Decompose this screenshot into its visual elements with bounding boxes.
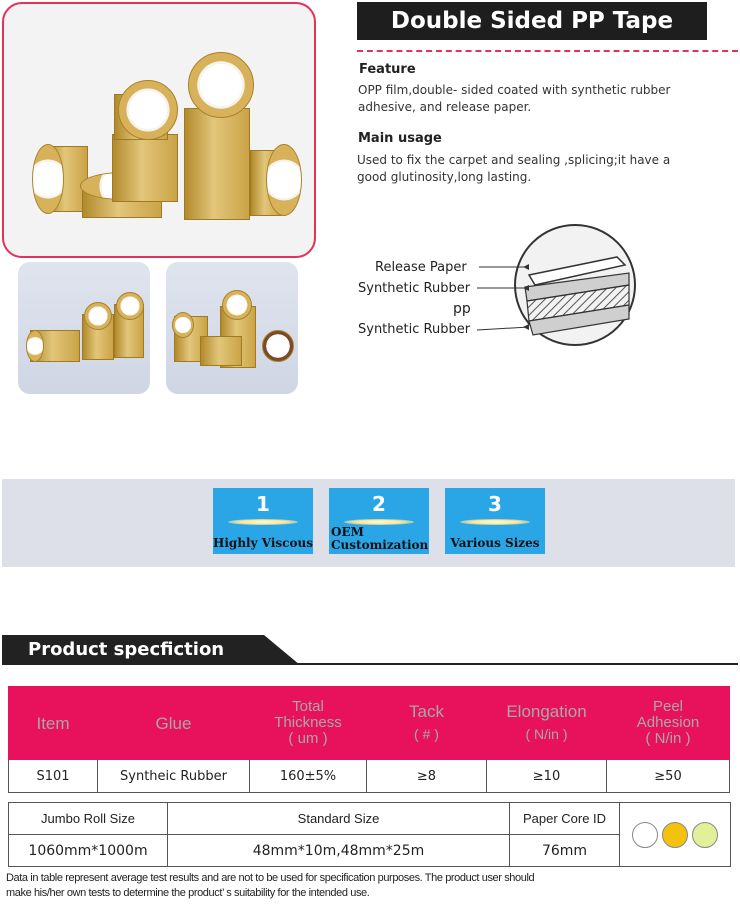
diagram-label-synthetic-rubber-top: Synthetic Rubber (358, 281, 471, 296)
cell-glue: Syntheic Rubber (98, 760, 250, 793)
tape-roll-image (116, 292, 144, 320)
spec-table (8, 686, 730, 793)
disclaimer-line: Data in table represent average test results and are not to be used for specification purposes. The product user should (6, 872, 535, 884)
header-text: Tack (409, 702, 444, 721)
size-table-header-row (9, 803, 731, 835)
col-header-standard-size: Standard Size (168, 803, 510, 835)
tape-roll-image (184, 108, 250, 220)
header-text: Item (36, 713, 70, 733)
col-header-elongation (487, 687, 607, 760)
feature-heading: Feature (359, 62, 416, 77)
table-row (9, 760, 730, 793)
tape-roll-image (26, 330, 44, 362)
feature-number: 3 (488, 492, 502, 516)
tape-roll-image (222, 290, 252, 320)
usage-heading: Main usage (358, 131, 442, 146)
feature-label: OEM Customization (331, 525, 429, 552)
glow-decoration (228, 519, 298, 525)
cell-elongation: ≥10 (487, 760, 607, 793)
header-text: Adhesion (636, 714, 700, 731)
col-header-tack (367, 687, 487, 760)
header-text: Total (292, 698, 324, 715)
col-header-jumbo-roll: Jumbo Roll Size (9, 803, 168, 835)
header-text: Peel (652, 698, 684, 715)
col-header-peel-adhesion (607, 687, 730, 760)
glow-decoration (460, 519, 530, 525)
feature-label: Various Sizes (450, 536, 540, 550)
feature-label: Highly Viscous (213, 536, 313, 550)
tape-roll-image (262, 330, 294, 362)
layer-diagram (357, 215, 637, 365)
header-text: Thickness (274, 714, 342, 731)
col-header-item (9, 687, 98, 760)
spec-title: Product specfiction (28, 639, 225, 660)
tape-roll-image (32, 144, 64, 214)
color-swatch-white[interactable] (632, 822, 658, 848)
tape-roll-image (266, 144, 302, 216)
header-text: ( N/in ) (525, 726, 568, 742)
feature-box-oem-customization[interactable] (329, 488, 429, 554)
cell-jumbo-roll: 1060mm*1000m (9, 835, 168, 867)
header-text: ( um ) (288, 730, 328, 747)
tape-roll-image (84, 302, 112, 330)
header-text: Glue (155, 713, 192, 733)
cell-item: S101 (9, 760, 98, 793)
usage-text: Used to fix the carpet and sealing ,splicing;it have a good glutinosity,long lasting. (357, 153, 671, 184)
col-header-paper-core: Paper Core ID (510, 803, 620, 835)
tape-roll-image (112, 134, 178, 202)
feature-text: OPP film,double- sided coated with synthetic rubber adhesive, and release paper. (358, 83, 671, 114)
color-swatch-pale-green[interactable] (692, 822, 718, 848)
disclaimer-line: make his/her own tests to determine the product’ s suitability for the intended use. (6, 887, 370, 899)
product-thumbnail-1[interactable] (18, 262, 150, 394)
feature-box-various-sizes[interactable] (445, 488, 545, 554)
cell-standard-size: 48mm*10m,48mm*25m (168, 835, 510, 867)
spec-table-header-row (9, 687, 730, 760)
core-color-swatches (620, 803, 731, 867)
feature-box-highly-viscous[interactable] (213, 488, 313, 554)
cell-thickness: 160±5% (250, 760, 367, 793)
spec-header-line (2, 663, 738, 665)
header-text: ( # ) (414, 726, 439, 742)
product-photo-main[interactable] (2, 2, 316, 258)
dashed-divider (357, 50, 738, 52)
cell-peel-adhesion: ≥50 (607, 760, 730, 793)
product-thumbnail-2[interactable] (166, 262, 298, 394)
cell-paper-core: 76mm (510, 835, 620, 867)
color-swatch-yellow[interactable] (662, 822, 688, 848)
header-text: ( N/in ) (645, 730, 691, 747)
tape-roll-image (200, 336, 242, 366)
feature-number: 1 (256, 492, 270, 516)
col-header-thickness (250, 687, 367, 760)
diagram-label-release-paper: Release Paper (375, 260, 467, 275)
feature-number: 2 (372, 492, 386, 516)
diagram-label-pp: pp (453, 301, 471, 317)
cell-tack: ≥8 (367, 760, 487, 793)
size-table (8, 802, 731, 867)
diagram-label-synthetic-rubber-bottom: Synthetic Rubber (358, 322, 471, 337)
disclaimer-note (6, 871, 606, 901)
tape-roll-image (188, 52, 254, 118)
col-header-glue (98, 687, 250, 760)
tape-roll-image (172, 312, 194, 338)
tape-roll-image (118, 80, 178, 140)
header-text: Elongation (506, 702, 587, 721)
product-title: Double Sided PP Tape (357, 2, 707, 40)
